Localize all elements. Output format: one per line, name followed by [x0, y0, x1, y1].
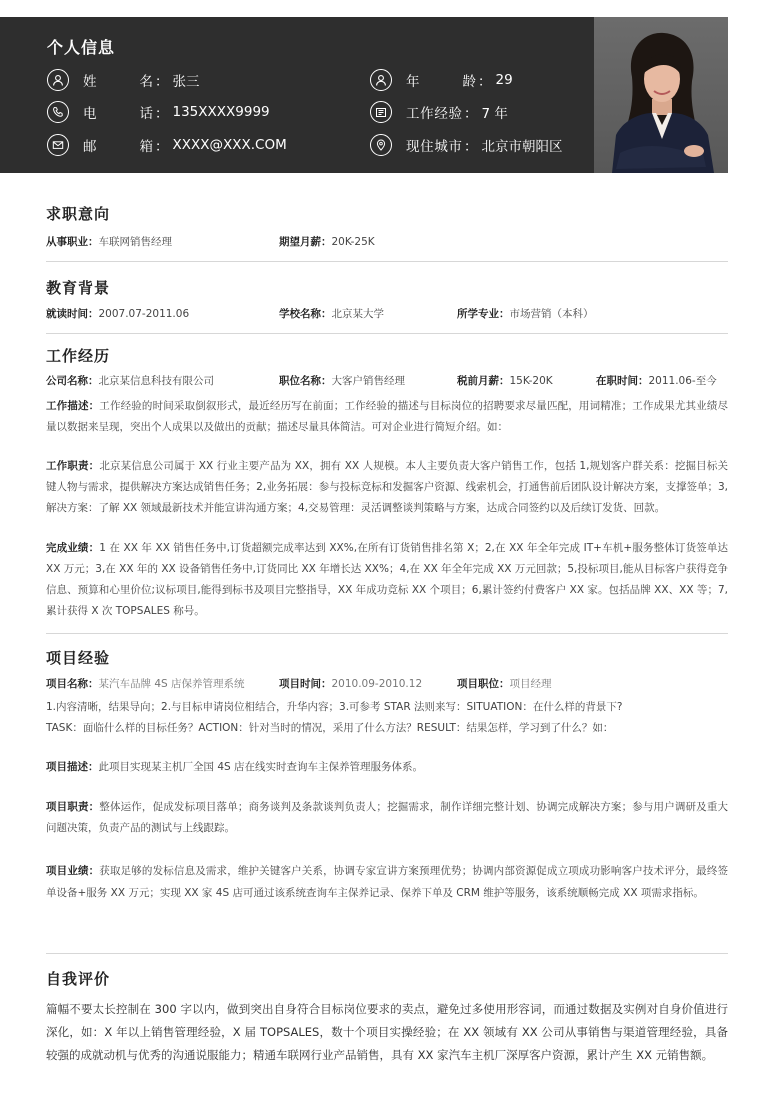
- work-position: 职位名称：大客户销售经理: [279, 375, 405, 387]
- location-pin-icon: [370, 134, 392, 156]
- profile-photo: [594, 17, 728, 173]
- age-label: 年龄: [406, 74, 476, 90]
- education-section: [46, 277, 728, 298]
- mail-icon: [47, 134, 69, 156]
- work-result: 完成业绩：1 在 XX 年 XX 销售任务中,订货超额完成率达到 XX%,在所有订货销售排名第 X；2,在 XX 年全年完成 IT+车机+服务整体订货签单达 XX 万元；3,在 XX 年的 XX 设备销售任务中,订货同比 XX 年增长达 XX%；4,在 XX 年全年完成 XX 万元回款；5,投标项目,能从目标客户获得竞争信息、预算和心里价位;议标项目,能得到标书及项目完整指导，XX 年成功竞标 XX 个项目；6,累计签约付费客户 XX 家。包括品牌 XX、XX 等；7,累计获得 X 次 TOPSALES 称号。: [46, 542, 729, 617]
- city-value: 北京市朝阳区: [481, 139, 563, 155]
- phone-icon: [47, 101, 69, 123]
- personal-info-title: 个人信息: [47, 38, 116, 57]
- project-duty: 项目职责：整体运作，促成发标项目落单；商务谈判及条款谈判负责人；挖掘需求，制作详细完整计划、协调完成解决方案；参与用户调研及重大问题决策，负责产品的测试与上线跟踪。: [46, 801, 729, 834]
- self-evaluation-section: [46, 968, 728, 989]
- work-company: 公司名称：北京某信息科技有限公司: [46, 375, 214, 387]
- project-role: 项目职位：项目经理: [457, 678, 552, 690]
- experience-value: 7 年: [481, 106, 508, 122]
- name-info: 姓名 ： 张三: [47, 69, 200, 91]
- age-info: 年龄 ： 29: [370, 69, 513, 91]
- education-time: 就读时间：2007.07-2011.06: [46, 308, 190, 320]
- age-value: 29: [495, 72, 513, 88]
- education-title: 教育背景: [46, 279, 111, 297]
- user-icon: [370, 69, 392, 91]
- experience-label: 工作经验: [406, 106, 462, 122]
- work-salary: 税前月薪：15K-20K: [457, 375, 553, 387]
- work-description: 工作描述：工作经验的时间采取倒叙形式，最近经历写在前面；工作经验的描述与目标岗位的招聘要求尽量匹配，用词精准；工作成果尤其业绩尽量以数据来呈现，突出个人成果以及做出的贡献；描述尽量具体简洁。可对企业进行简短介绍。如：: [46, 400, 729, 433]
- work-duty: 工作职责：北京某信息公司属于 XX 行业主要产品为 XX，拥有 XX 人规模。本人主要负责大客户销售工作，包括 1,规划客户群关系：挖掘目标关键人物与需求，提供解决方案达成销售任务；2,业务拓展：参与投标竞标和发掘客户资源、线索机会，打通售前后团队设计解决方案，支撑签单；3,解决方案：了解 XX 领域最新技术并能宣讲沟通方案；4,交易管理：灵活调整谈判策略与方案，达成合同签约以及后续订发货、回款。: [46, 460, 729, 514]
- project-time: 项目时间：2010.09-2010.12: [279, 678, 423, 690]
- name-label: 姓名: [83, 74, 153, 90]
- user-icon: [47, 69, 69, 91]
- work-title: 工作经历: [46, 347, 111, 365]
- email-label: 邮箱: [83, 139, 153, 155]
- experience-info: 工作经验 ： 7 年: [370, 101, 508, 123]
- education-school: 学校名称：北京某大学: [279, 308, 384, 320]
- project-result: 项目业绩：获取足够的发标信息及需求，维护关键客户关系，协调专家宣讲方案预理优势；协调内部资源促成立项成功影响客户技术评分，最终签单设备+服务 XX 万元；实现 XX 家 4S 店可通过该系统查询车主保养记录、保养下单及 CRM 维护等服务，该系统顺畅完成 XX 项需求指标。: [46, 865, 729, 899]
- email-info: 邮箱 ： XXXX@XXX.COM: [47, 134, 287, 156]
- work-section: [46, 345, 728, 366]
- divider: [46, 261, 728, 262]
- briefcase-icon: [370, 101, 392, 123]
- intent-salary: 期望月薪：20K-25K: [279, 236, 375, 248]
- work-period: 在职时间：2011.06-至今: [596, 375, 717, 387]
- self-evaluation-title: 自我评价: [46, 970, 111, 988]
- email-value: XXXX@XXX.COM: [172, 137, 287, 153]
- phone-label: 电话: [83, 106, 153, 122]
- job-intent-title: 求职意向: [46, 205, 111, 223]
- divider: [46, 633, 728, 634]
- intent-job: 从事职业：车联网销售经理: [46, 236, 172, 248]
- city-info: 现住城市 ： 北京市朝阳区: [370, 134, 563, 156]
- project-description: 项目描述：此项目实现某主机厂全国 4S 店在线实时查询车主保养管理服务体系。: [46, 761, 424, 773]
- project-section: [46, 647, 728, 668]
- divider: [46, 953, 728, 954]
- phone-value: 135XXXX9999: [172, 104, 270, 120]
- self-evaluation-text: 篇幅不要太长控制在 300 字以内，做到突出自身符合目标岗位要求的卖点，避免过多使用形容词，而通过数据及实例对自身价值进行深化，如：X 年以上销售管理经验，X 届 TOPSALES，数十个项目实操经验；在 XX 领域有 XX 公司从事销售与渠道管理经验，具备较强的成就动机与优秀的沟通说服能力；精通车联网行业产品销售，具有 XX 家汽车主机厂深厚客户资源，累计产生 XX 元销售额。: [46, 1002, 728, 1062]
- city-label: 现住城市: [406, 139, 462, 155]
- project-name: 项目名称：某汽车品牌 4S 店保养管理系统: [46, 678, 245, 690]
- project-title: 项目经验: [46, 649, 111, 667]
- name-value: 张三: [172, 74, 200, 90]
- divider: [46, 333, 728, 334]
- project-tips: 1.内容清晰，结果导向；2.与目标申请岗位相结合，升华内容；3.可参考 STAR 法则来写：SITUATION：在什么样的背景下? TASK：面临什么样的目标任务？ACTION：针对当时的情况，采用了什么方法？RESULT：结果怎样，学习到了什么？如：: [46, 701, 623, 734]
- job-intent-section: [46, 203, 728, 224]
- phone-info: 电话 ： 135XXXX9999: [47, 101, 270, 123]
- personal-info-header: [0, 17, 728, 173]
- education-major: 所学专业：市场营销（本科）: [457, 308, 594, 320]
